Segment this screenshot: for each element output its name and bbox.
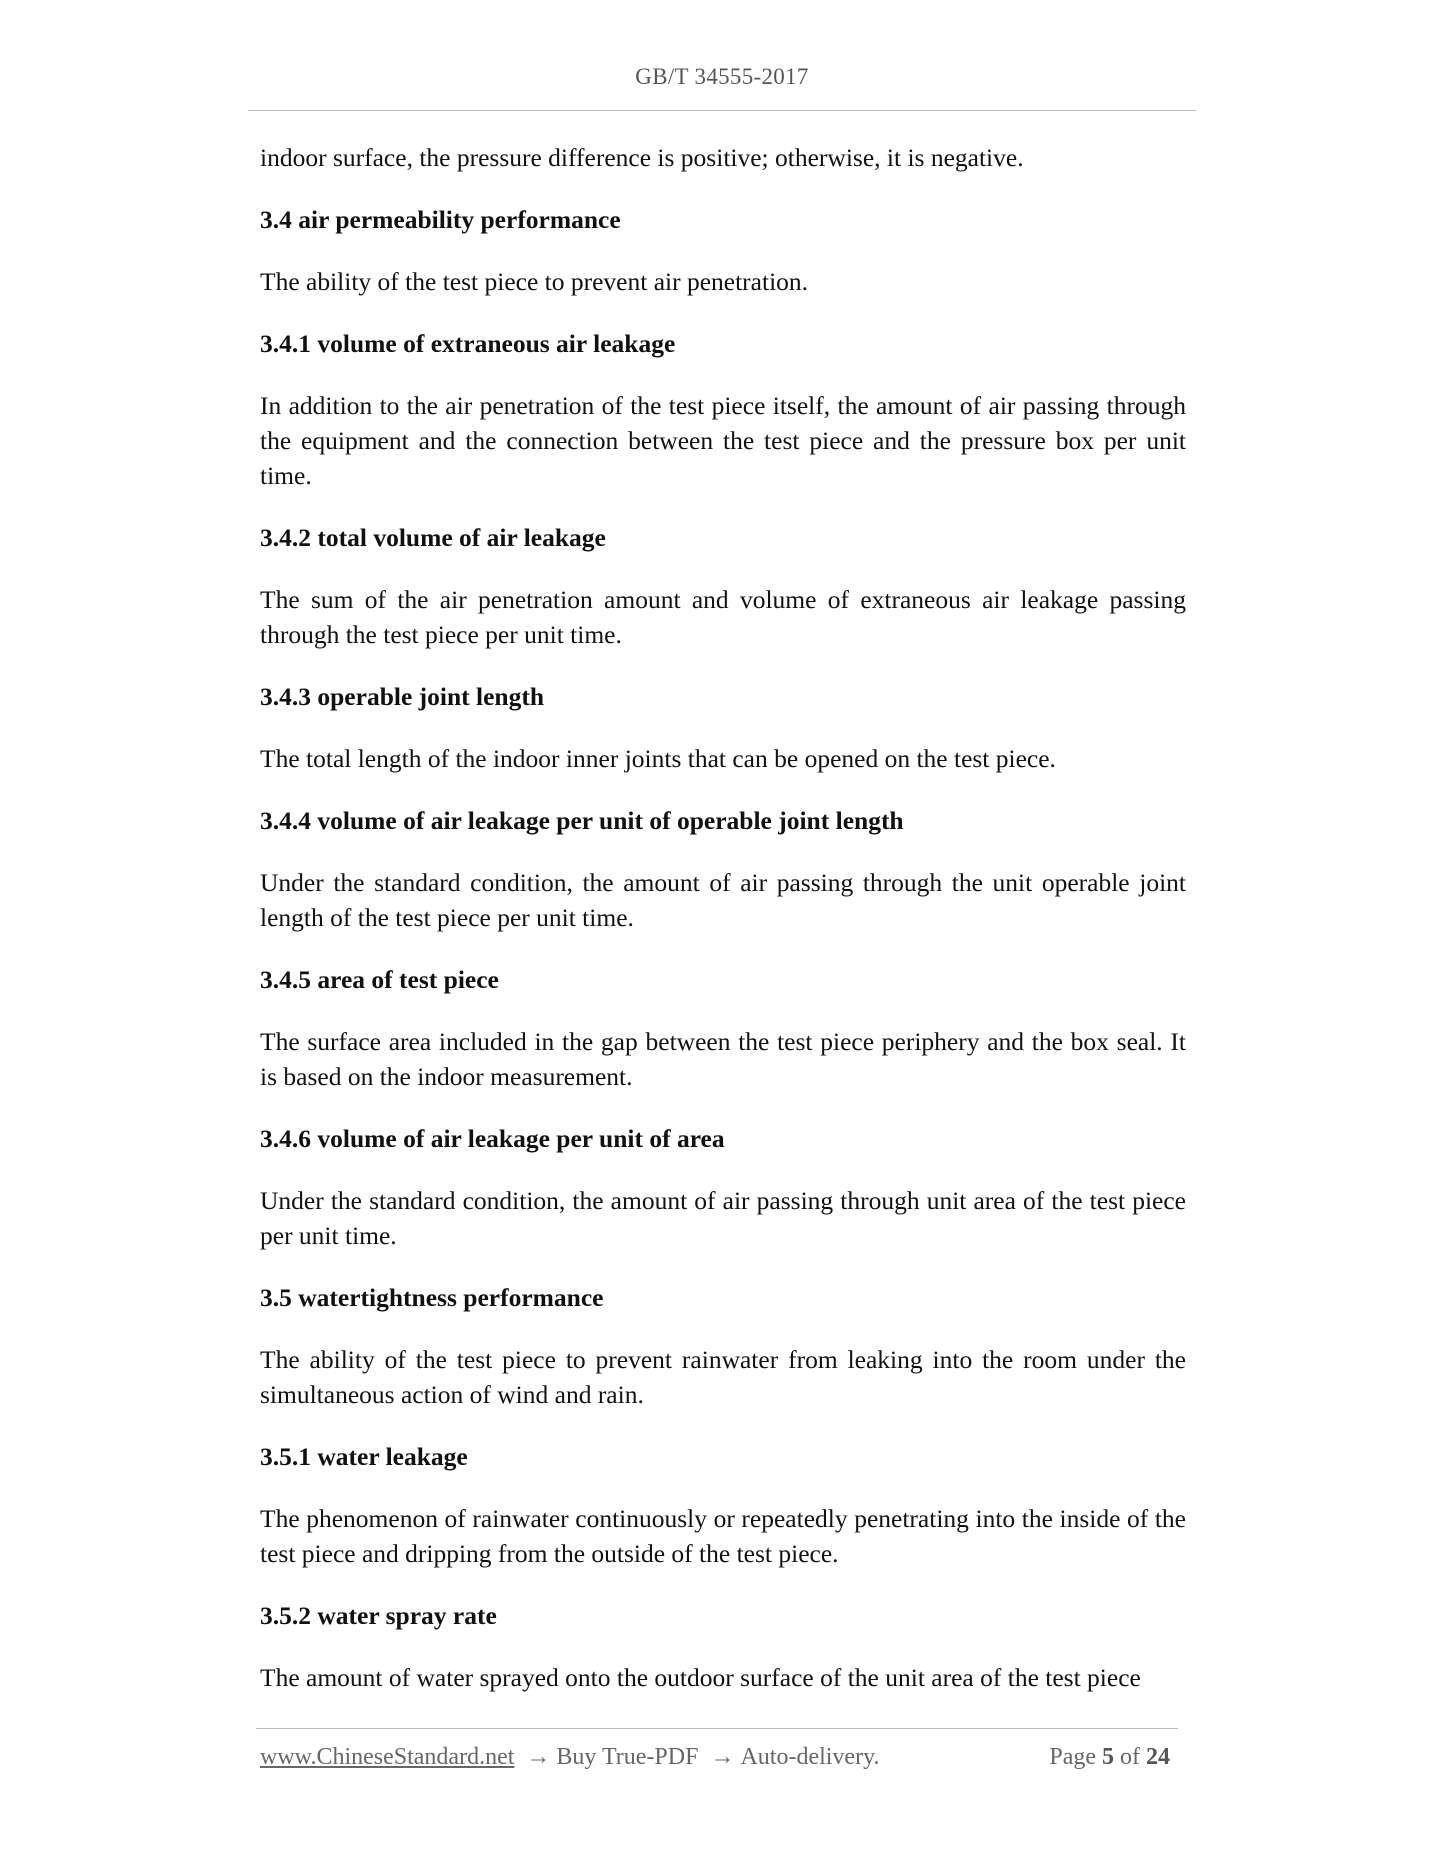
paragraph-3-4-6: Under the standard condition, the amount of air passing through unit area of the test piece per unit time. xyxy=(260,1186,1186,1250)
heading-3-4-2: 3.4.2 total volume of air leakage xyxy=(260,523,606,552)
heading-3-4-5: 3.4.5 area of test piece xyxy=(260,965,499,994)
page-counter xyxy=(1049,1744,1170,1771)
heading-3-5-1: 3.5.1 water leakage xyxy=(260,1442,468,1471)
heading-3-5-2: 3.5.2 water spray rate xyxy=(260,1601,497,1630)
heading-3-4: 3.4 air permeability performance xyxy=(260,205,621,234)
of-label: of xyxy=(1120,1744,1140,1770)
heading-3-5: 3.5 watertightness performance xyxy=(260,1283,604,1312)
paragraph-3-5-1: The phenomenon of rainwater continuously or repeatedly penetrating into the inside of the test piece and dripping from the outside of the test piece. xyxy=(260,1504,1186,1568)
paragraph-pressure-difference-continuation: indoor surface, the pressure difference is positive; otherwise, it is negative. xyxy=(260,143,1024,172)
paragraph-3-4-5: The surface area included in the gap between the test piece periphery and the box seal. It is based on the indoor measurement. xyxy=(260,1027,1186,1091)
chinesestandard-link[interactable]: www.ChineseStandard.net xyxy=(260,1744,515,1770)
current-page-number: 5 xyxy=(1102,1744,1114,1770)
footer-promo xyxy=(260,1744,880,1771)
paragraph-3-5: The ability of the test piece to prevent rainwater from leaking into the room under the simultaneous action of wind and rain. xyxy=(260,1345,1186,1409)
page-label: Page xyxy=(1049,1744,1096,1770)
arrow-right-icon: → xyxy=(710,1744,735,1770)
footer-divider xyxy=(256,1728,1178,1729)
document-header-title: GB/T 34555-2017 xyxy=(635,64,809,89)
document-body xyxy=(260,140,1186,1722)
paragraph-3-4-4: Under the standard condition, the amount of air passing through the unit operable joint length of the test piece per unit time. xyxy=(260,868,1186,932)
header-divider xyxy=(248,110,1196,111)
paragraph-3-4-1: In addition to the air penetration of the test piece itself, the amount of air passing through the equipment and the connection between the test piece and the pressure box per unit time. xyxy=(260,391,1186,490)
buy-true-pdf-text: Buy True-PDF xyxy=(556,1744,699,1770)
paragraph-3-5-2: The amount of water sprayed onto the outdoor surface of the unit area of the test piece xyxy=(260,1663,1141,1692)
heading-3-4-1: 3.4.1 volume of extraneous air leakage xyxy=(260,329,676,358)
paragraph-3-4-2: The sum of the air penetration amount and volume of extraneous air leakage passing through the test piece per unit time. xyxy=(260,585,1186,649)
total-pages-number: 24 xyxy=(1146,1744,1170,1770)
heading-3-4-6: 3.4.6 volume of air leakage per unit of area xyxy=(260,1124,725,1153)
auto-delivery-text: Auto-delivery. xyxy=(740,1744,880,1770)
paragraph-3-4: The ability of the test piece to prevent air penetration. xyxy=(260,267,809,296)
heading-3-4-3: 3.4.3 operable joint length xyxy=(260,682,545,711)
heading-3-4-4: 3.4.4 volume of air leakage per unit of operable joint length xyxy=(260,806,904,835)
arrow-right-icon: → xyxy=(526,1744,551,1770)
paragraph-3-4-3: The total length of the indoor inner joints that can be opened on the test piece. xyxy=(260,744,1056,773)
